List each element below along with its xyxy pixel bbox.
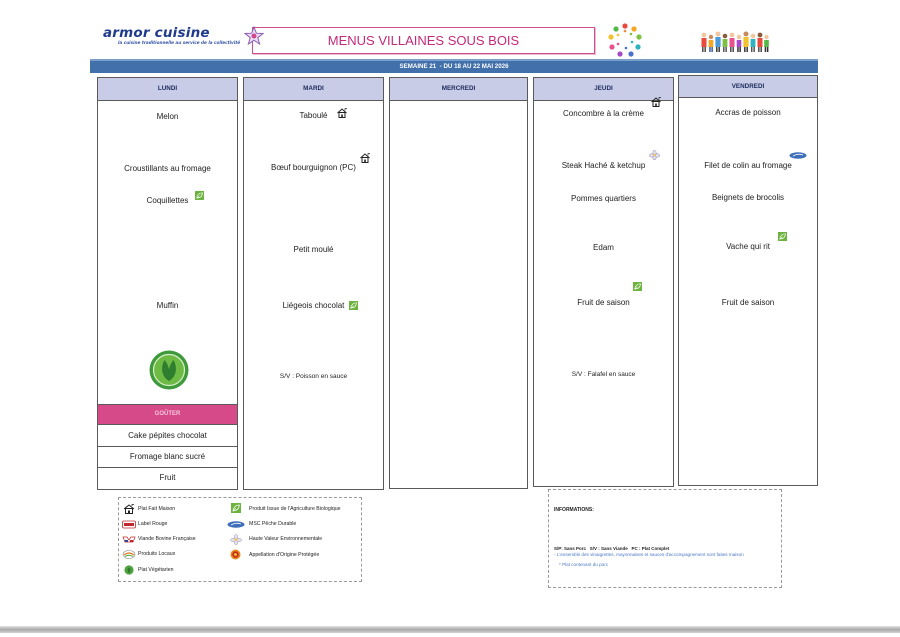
viande-bovine-francaise-icon	[122, 535, 136, 544]
day-header-jeudi: JEUDI	[534, 78, 673, 101]
menu-item: Beignets de brocolis	[711, 193, 785, 202]
menu-item: Melon	[156, 112, 179, 121]
plat-fait-maison-icon	[336, 108, 348, 118]
informations-box	[548, 489, 782, 588]
menu-item: Fruit de saison	[577, 298, 630, 307]
legend-label: Haute Valeur Environnementale	[249, 536, 323, 542]
plat-fait-maison-icon	[359, 153, 371, 163]
people-circle-logo	[607, 22, 643, 58]
gouter-header: GOÛTER	[98, 404, 237, 425]
menu-item: Petit moulé	[293, 245, 334, 254]
legend-label: MSC Pêche Durable	[249, 521, 297, 527]
informations-title: INFORMATIONS:	[554, 507, 594, 513]
brand-logo-text: armor cuisine	[103, 25, 210, 41]
plat-vegetarien-icon	[124, 565, 134, 575]
day-column-lundi	[97, 77, 238, 490]
aop-icon	[230, 549, 241, 560]
msc-icon	[227, 521, 245, 528]
menu-item: Croustillants au fromage	[124, 164, 211, 173]
menu-item: Muffin	[156, 301, 179, 310]
brand-tagline: la cuisine traditionnelle au service de la collectivité	[118, 40, 241, 45]
week-banner: SEMAINE 21 - DU 18 AU 22 MAI 2026	[90, 59, 818, 73]
legend-label: Appellation d'Origine Protégée	[249, 552, 320, 558]
bio-icon	[231, 503, 241, 513]
legend-label: Viande Bovine Française	[138, 536, 196, 542]
day-column-jeudi	[533, 77, 674, 487]
day-column-mercredi	[389, 77, 528, 489]
menu-title: MENUS VILLAINES SOUS BOIS	[252, 27, 595, 54]
msc-icon	[788, 152, 808, 159]
scan-edge	[0, 626, 900, 633]
produits-locaux-icon	[122, 550, 136, 559]
menu-item-sans-viande: S/V : Falafel en sauce	[571, 371, 636, 378]
day-header-mercredi: MERCREDI	[390, 78, 527, 101]
gouter-item: Fruit	[159, 473, 176, 482]
menu-item: Edam	[593, 243, 614, 252]
bio-icon	[195, 191, 204, 200]
menu-item: Bœuf bourguignon (PC)	[271, 163, 356, 172]
legend-label: Label Rouge	[138, 521, 168, 527]
legend-label: Produit Issue de l'Agriculture Biologique	[249, 506, 341, 512]
plat-vegetarien-icon	[149, 350, 189, 390]
bio-icon	[633, 282, 642, 291]
informations-pork-note: * Plat contenant du porc	[559, 562, 609, 567]
day-header-mardi: MARDI	[244, 78, 383, 101]
day-column-vendredi	[678, 75, 818, 486]
legend-label: Produits Locaux	[138, 551, 176, 557]
menu-item: Concombre à la crème	[563, 109, 644, 118]
label-rouge-icon	[122, 520, 136, 529]
day-header-lundi: LUNDI	[98, 78, 237, 101]
plat-fait-maison-icon	[650, 97, 662, 107]
menu-item: Steak Haché & ketchup	[561, 161, 646, 170]
menu-item: Accras de poisson	[715, 108, 781, 117]
star-icon	[244, 26, 264, 46]
gouter-item: Fromage blanc sucré	[98, 447, 237, 468]
gouter-item: Cake pépites chocolat	[98, 425, 237, 447]
menu-item: Coquillettes	[146, 196, 189, 205]
bio-icon	[349, 301, 358, 310]
menu-item: Taboulé	[299, 111, 328, 120]
informations-abbreviations: S/P: Sans Porc S/V : Sans Viande PC : Plat Complet	[554, 546, 670, 551]
menu-item-sans-viande: S/V : Poisson en sauce	[279, 373, 348, 380]
haute-valeur-environnementale-icon	[230, 534, 242, 545]
legend-box	[118, 497, 362, 582]
legend-label: Plat Fait Maison	[138, 506, 176, 512]
day-header-vendredi: VENDREDI	[679, 76, 817, 98]
menu-item: Vache qui rit	[726, 242, 770, 251]
legend-label: Plat Végétarien	[138, 567, 174, 573]
menu-item: Fruit de saison	[721, 298, 775, 307]
menu-item: Filet de colin au fromage	[704, 161, 792, 170]
menu-item: Liégeois chocolat	[282, 301, 345, 310]
plat-fait-maison-icon	[122, 504, 136, 514]
menu-item: Pommes quartiers	[571, 194, 636, 203]
bio-icon	[778, 232, 787, 241]
haute-valeur-environnementale-icon	[649, 150, 660, 160]
informations-note: - L'ensemble des vinaigrettes, mayonnaises et sauces d'accompagnement sont faites maison	[554, 552, 744, 557]
children-illustration	[700, 29, 770, 53]
day-column-mardi	[243, 77, 384, 490]
